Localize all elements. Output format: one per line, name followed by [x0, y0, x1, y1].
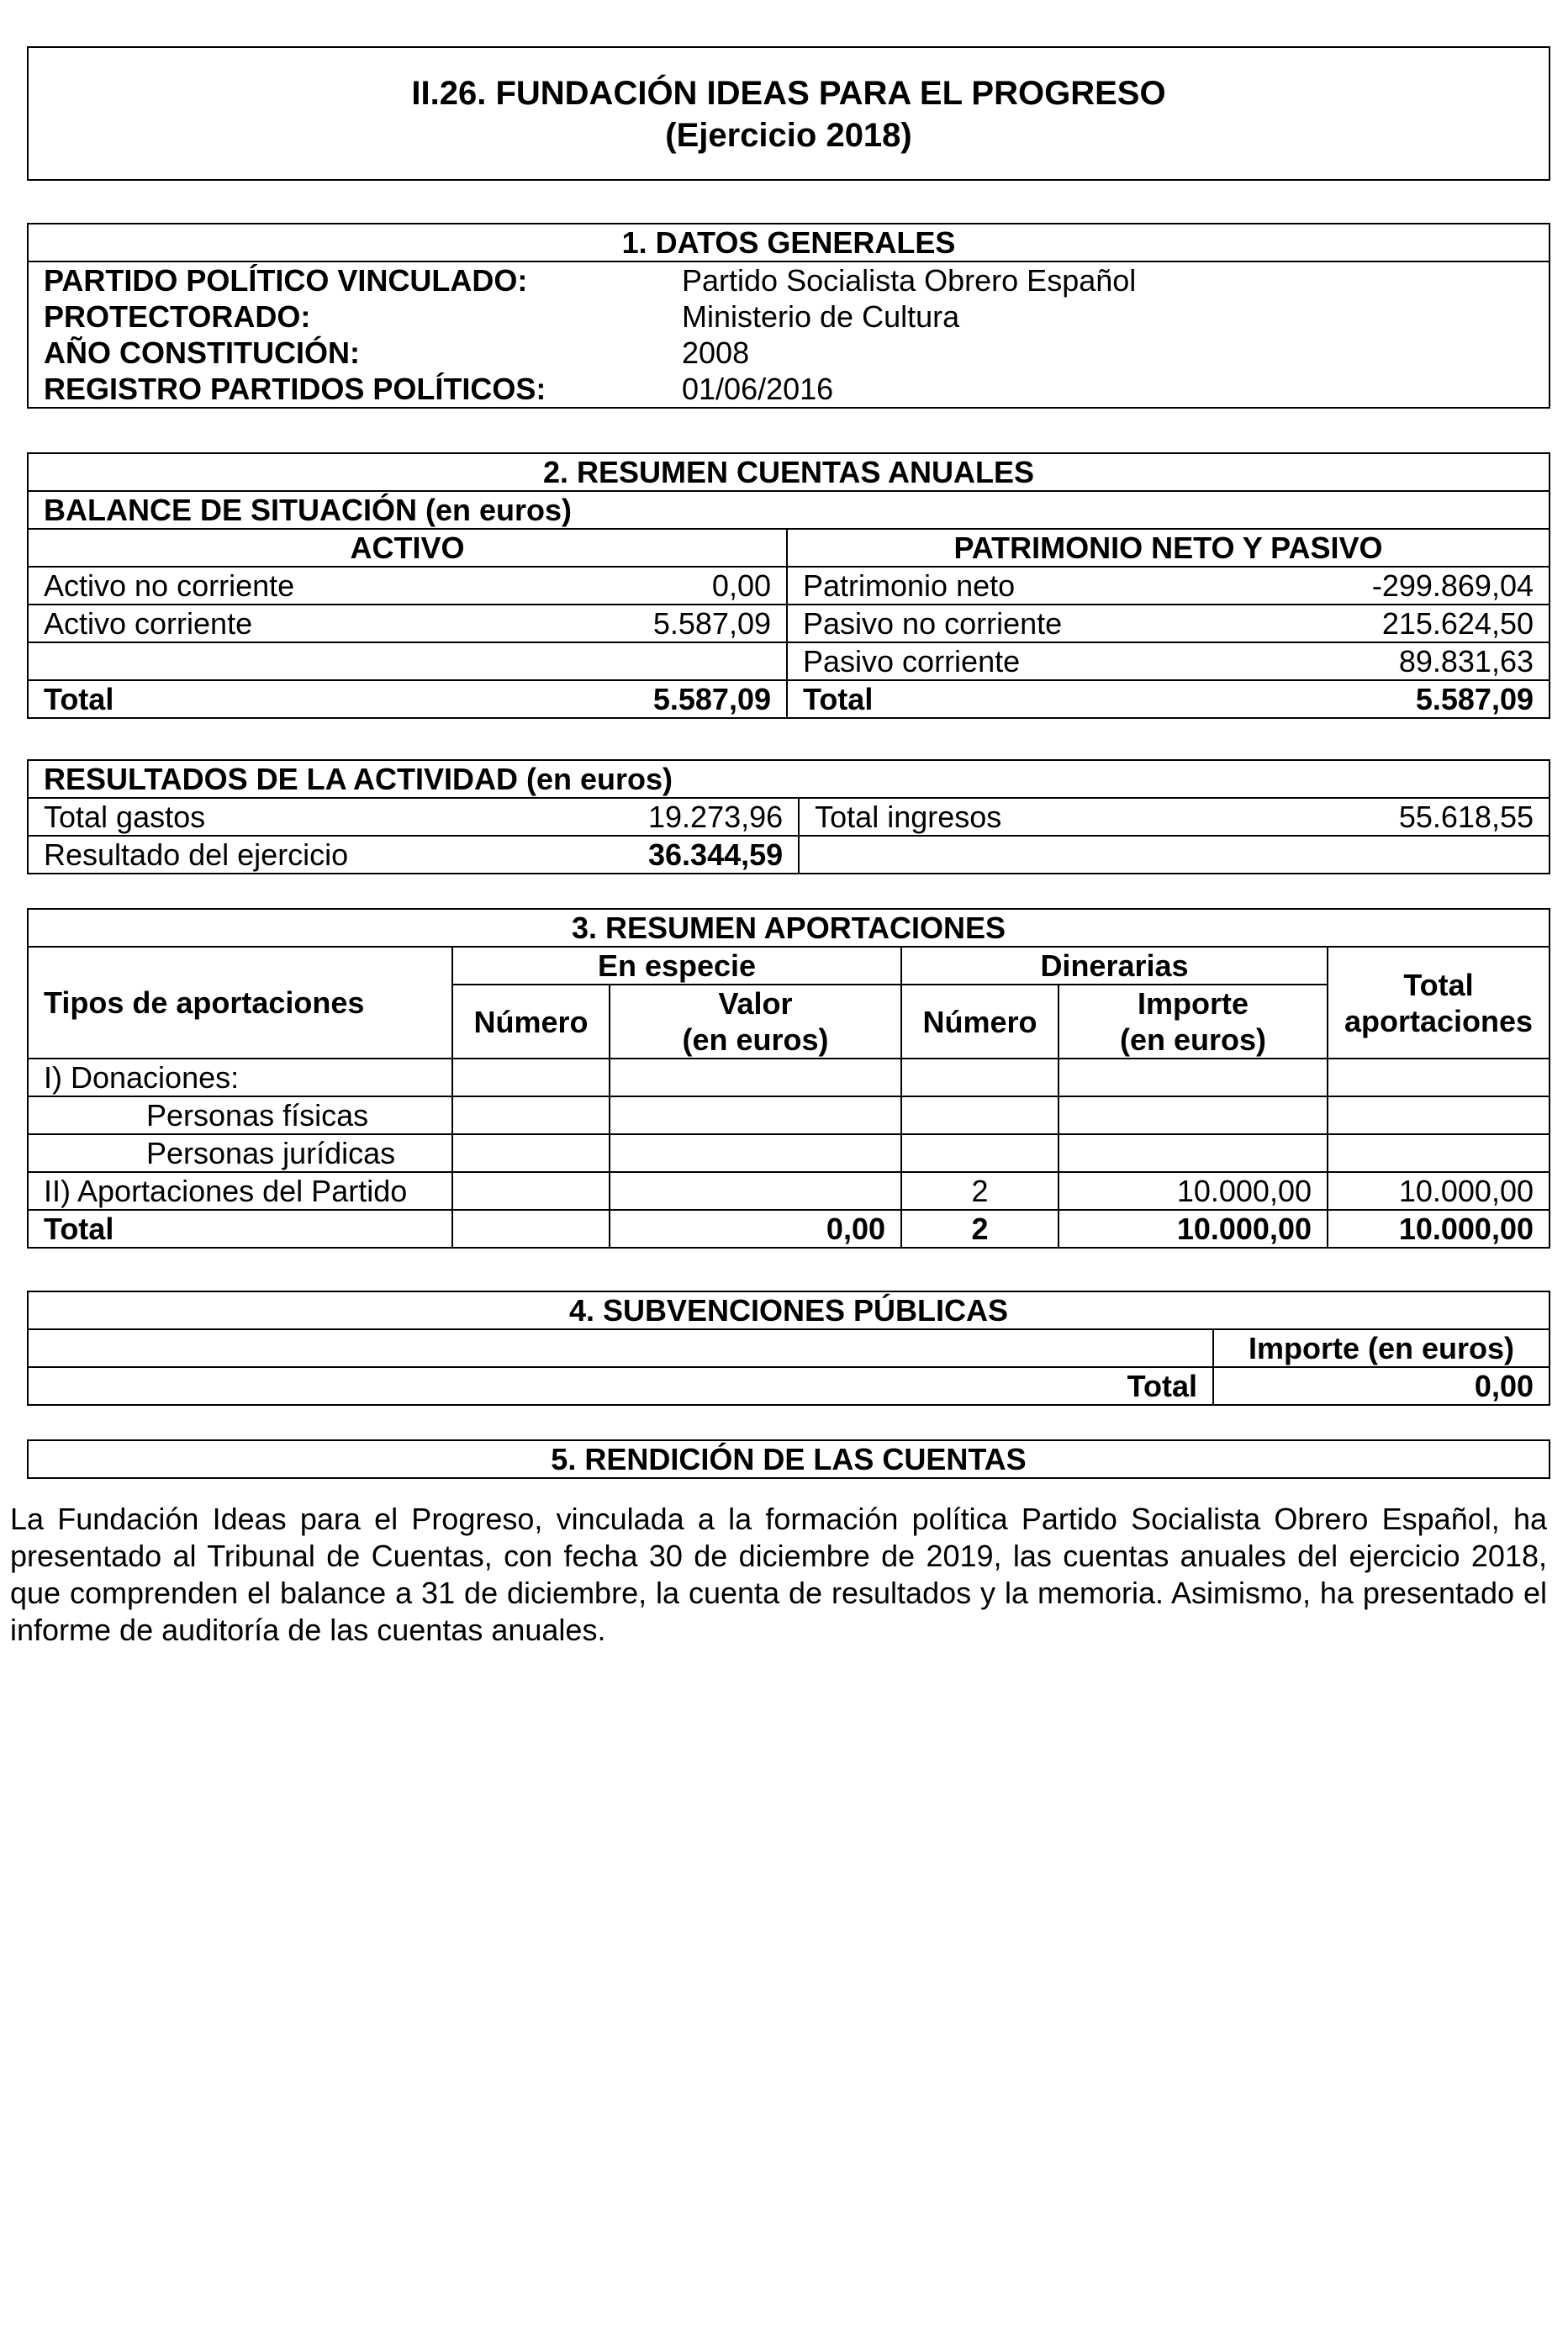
subvenciones-heading: 4. SUBVENCIONES PÚBLICAS	[28, 1291, 1550, 1329]
pasivo-value: 89.831,63	[1342, 642, 1550, 680]
importe-header	[1059, 985, 1328, 1059]
subvenciones-total-label: Total	[28, 1367, 1213, 1405]
aportacion-valor	[610, 1059, 901, 1096]
gastos-label: Total gastos	[28, 798, 633, 836]
subvenciones-table	[27, 1291, 1550, 1406]
datos-value: Ministerio de Cultura	[633, 298, 1550, 335]
activo-total-value: 5.587,09	[633, 680, 787, 718]
aportaciones-total-total: 10.000,00	[1328, 1210, 1550, 1248]
rendicion-paragraph: La Fundación Ideas para el Progreso, vinculada a la formación política Partido Socialista Obrero Español, ha presentado al Tribunal de Cuentas, con fecha 30 de diciembre de 2019, las cuentas anuales del ejercicio 2018, que comprenden el balance a 31 de diciembre, la cuenta de resultados y la memoria. Asimismo, ha presentado el informe de auditoría de las cuentas anuales.	[10, 1502, 1547, 1647]
resultados-table	[27, 759, 1550, 874]
aportacion-n2	[901, 1134, 1059, 1172]
aportacion-importe: 10.000,00	[1059, 1172, 1328, 1210]
activo-value: 0,00	[633, 567, 787, 605]
subvenciones-empty-cell	[28, 1329, 1213, 1367]
datos-label: REGISTRO PARTIDOS POLÍTICOS:	[28, 371, 633, 408]
valor-header-line2: (en euros)	[682, 1022, 829, 1057]
en-especie-header: En especie	[452, 947, 901, 985]
document-header	[27, 46, 1550, 181]
ingresos-label: Total ingresos	[799, 798, 1354, 836]
pasivo-label: Pasivo corriente	[787, 642, 1342, 680]
activo-header: ACTIVO	[28, 529, 787, 567]
header-title: II.26. FUNDACIÓN IDEAS PARA EL PROGRESO	[411, 75, 1166, 112]
numero-especie-header: Número	[452, 985, 610, 1059]
datos-generales-heading: 1. DATOS GENERALES	[28, 224, 1550, 261]
datos-label: PROTECTORADO:	[28, 298, 633, 335]
aportacion-n1	[452, 1059, 610, 1096]
activo-label	[28, 642, 633, 680]
aportacion-n2	[901, 1096, 1059, 1134]
datos-label: AÑO CONSTITUCIÓN:	[28, 335, 633, 371]
pasivo-header: PATRIMONIO NETO Y PASIVO	[787, 529, 1550, 567]
activo-label: Activo corriente	[28, 605, 633, 642]
aportaciones-total-importe: 10.000,00	[1059, 1210, 1328, 1248]
aportacion-label: I) Donaciones:	[28, 1059, 452, 1096]
header-subtitle: (Ejercicio 2018)	[665, 117, 912, 154]
pasivo-label: Patrimonio neto	[787, 567, 1342, 605]
rendicion-table	[27, 1439, 1550, 1479]
resultado-empty-cell	[799, 836, 1550, 874]
importe-header-line1: Importe	[1137, 986, 1249, 1021]
pasivo-label: Pasivo no corriente	[787, 605, 1342, 642]
activo-total-label: Total	[28, 680, 633, 718]
aportacion-n2	[901, 1059, 1059, 1096]
resultado-label: Resultado del ejercicio	[28, 836, 633, 874]
pasivo-total-label: Total	[787, 680, 1342, 718]
subvenciones-importe-header: Importe (en euros)	[1213, 1329, 1550, 1367]
aportacion-total	[1328, 1096, 1550, 1134]
valor-header	[610, 985, 901, 1059]
aportaciones-total-n1	[452, 1210, 610, 1248]
aportaciones-total-valor: 0,00	[610, 1210, 901, 1248]
datos-value: 01/06/2016	[633, 371, 1550, 408]
ingresos-value: 55.618,55	[1354, 798, 1550, 836]
total-header-line1: Total	[1403, 967, 1474, 1002]
pasivo-total-value: 5.587,09	[1342, 680, 1550, 718]
aportacion-total	[1328, 1134, 1550, 1172]
aportaciones-heading: 3. RESUMEN APORTACIONES	[28, 909, 1550, 947]
datos-value: Partido Socialista Obrero Español	[633, 261, 1550, 298]
activo-value: 5.587,09	[633, 605, 787, 642]
dinerarias-header: Dinerarias	[901, 947, 1328, 985]
aportacion-total	[1328, 1059, 1550, 1096]
datos-generales-table	[27, 223, 1550, 409]
subvenciones-total-value: 0,00	[1213, 1367, 1550, 1405]
numero-dinerarias-header: Número	[901, 985, 1059, 1059]
aportacion-n1	[452, 1134, 610, 1172]
activo-label: Activo no corriente	[28, 567, 633, 605]
rendicion-heading: 5. RENDICIÓN DE LAS CUENTAS	[28, 1440, 1550, 1478]
activo-value	[633, 642, 787, 680]
aportacion-valor	[610, 1172, 901, 1210]
total-header-line2: aportaciones	[1344, 1003, 1534, 1038]
gastos-value: 19.273,96	[633, 798, 799, 836]
aportacion-importe	[1059, 1059, 1328, 1096]
resultado-value: 36.344,59	[633, 836, 799, 874]
pasivo-value: 215.624,50	[1342, 605, 1550, 642]
total-aportaciones-header	[1328, 947, 1550, 1059]
aportaciones-total-n2: 2	[901, 1210, 1059, 1248]
datos-value: 2008	[633, 335, 1550, 371]
resultados-title: RESULTADOS DE LA ACTIVIDAD (en euros)	[28, 760, 1550, 798]
aportacion-n1	[452, 1172, 610, 1210]
pasivo-value: -299.869,04	[1342, 567, 1550, 605]
aportacion-total: 10.000,00	[1328, 1172, 1550, 1210]
aportacion-n1	[452, 1096, 610, 1134]
aportacion-label: Personas físicas	[28, 1096, 452, 1134]
aportacion-valor	[610, 1134, 901, 1172]
valor-header-line1: Valor	[718, 986, 793, 1021]
aportaciones-total-label: Total	[28, 1210, 452, 1248]
importe-header-line2: (en euros)	[1119, 1022, 1267, 1057]
aportacion-label: Personas jurídicas	[28, 1134, 452, 1172]
datos-label: PARTIDO POLÍTICO VINCULADO:	[28, 261, 633, 298]
aportaciones-table	[27, 908, 1550, 1249]
aportacion-n2: 2	[901, 1172, 1059, 1210]
tipos-header: Tipos de aportaciones	[28, 947, 452, 1059]
balance-table	[27, 452, 1550, 719]
balance-title: BALANCE DE SITUACIÓN (en euros)	[28, 491, 1550, 529]
aportacion-label: II) Aportaciones del Partido	[28, 1172, 452, 1210]
aportacion-importe	[1059, 1096, 1328, 1134]
aportacion-valor	[610, 1096, 901, 1134]
aportacion-importe	[1059, 1134, 1328, 1172]
resumen-cuentas-heading: 2. RESUMEN CUENTAS ANUALES	[28, 453, 1550, 491]
